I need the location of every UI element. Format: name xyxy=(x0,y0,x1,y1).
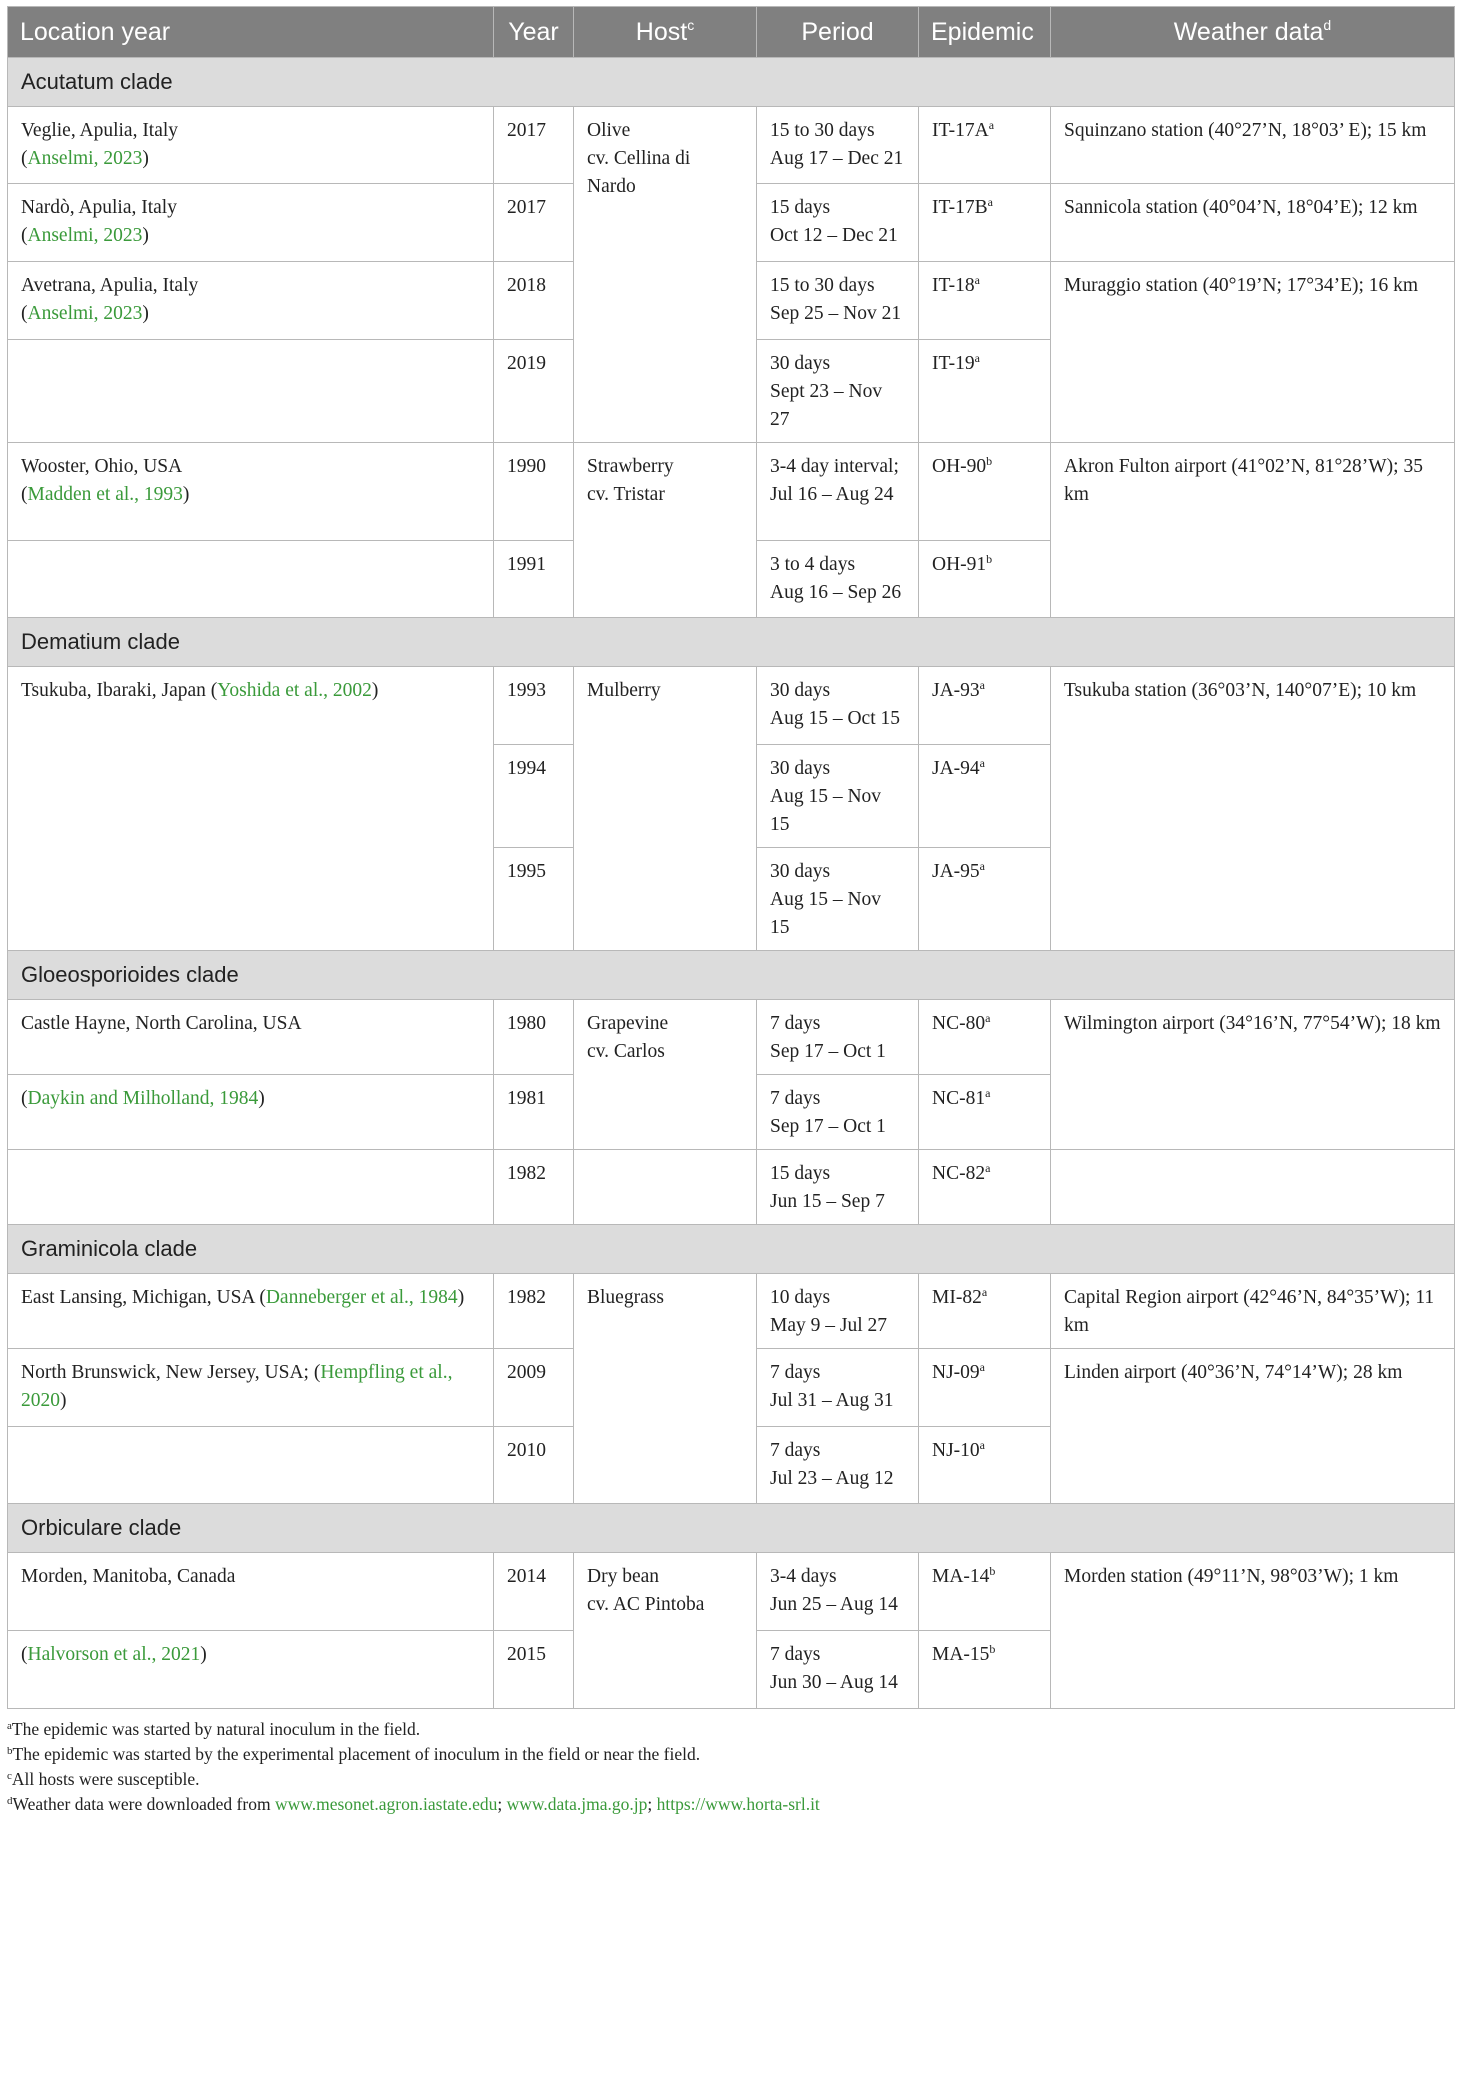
epidemic-cell: JA-95$^a$ xyxy=(919,848,1051,951)
citation-link[interactable]: Yoshida et al., 2002 xyxy=(217,680,372,701)
host-cell: Strawberry cv. Tristar xyxy=(574,443,757,618)
year-cell: 2009 xyxy=(494,1349,574,1427)
host-cell xyxy=(574,1150,757,1225)
host-cell: Mulberry xyxy=(574,667,757,951)
clade-name: Acutatum clade xyxy=(8,58,1455,107)
host-cell: Bluegrass xyxy=(574,1274,757,1504)
table-row xyxy=(8,1000,1455,1075)
table-row xyxy=(8,107,1455,184)
year-cell: 1995 xyxy=(494,848,574,951)
period-cell: 30 days Aug 15 – Nov 15 xyxy=(757,745,919,848)
period-cell: 15 days Jun 15 – Sep 7 xyxy=(757,1150,919,1225)
location-cell xyxy=(8,541,494,618)
year-cell: 1981 xyxy=(494,1075,574,1150)
location-cell: Avetrana, Apulia, Italy (Anselmi, 2023) xyxy=(8,262,494,340)
epidemic-cell: NC-82$^a$ xyxy=(919,1150,1051,1225)
year-cell: 1982 xyxy=(494,1150,574,1225)
jma-link[interactable]: www.data.jma.go.jp xyxy=(506,1794,648,1814)
epidemic-cell: IT-19$^a$ xyxy=(919,340,1051,443)
location-cell: Morden, Manitoba, Canada xyxy=(8,1553,494,1631)
location-cell: Nardò, Apulia, Italy (Anselmi, 2023) xyxy=(8,184,494,262)
weather-cell: Wilmington airport (34°16’N, 77°54’W); 18 km xyxy=(1051,1000,1455,1150)
footnote-a: $^a$The epidemic was started by natural inoculum in the field. xyxy=(7,1719,421,1739)
location-cell: East Lansing, Michigan, USA (Danneberger et al., 1984) xyxy=(8,1274,494,1349)
location-cell: Castle Hayne, North Carolina, USA xyxy=(8,1000,494,1075)
period-cell: 7 days Jul 23 – Aug 12 xyxy=(757,1427,919,1504)
year-cell: 1990 xyxy=(494,443,574,541)
clade-name: Graminicola clade xyxy=(8,1225,1455,1274)
clade-name: Gloeosporioides clade xyxy=(8,951,1455,1000)
weather-cell xyxy=(1051,1150,1455,1225)
weather-cell: Sannicola station (40°04’N, 18°04’E); 12 km xyxy=(1051,184,1455,262)
epidemic-cell: MA-14$^b$ xyxy=(919,1553,1051,1631)
period-cell: 10 days May 9 – Jul 27 xyxy=(757,1274,919,1349)
location-cell xyxy=(8,1427,494,1504)
clade-row xyxy=(8,1225,1455,1274)
footnote-c: $^c$All hosts were susceptible. xyxy=(7,1769,200,1789)
citation-link[interactable]: Madden et al., 1993 xyxy=(27,484,183,505)
clade-row xyxy=(8,951,1455,1000)
epidemic-cell: OH-90$^b$ xyxy=(919,443,1051,541)
epidemic-cell: MI-82$^a$ xyxy=(919,1274,1051,1349)
location-cell: Wooster, Ohio, USA (Madden et al., 1993) xyxy=(8,443,494,541)
epidemic-cell: NJ-10$^a$ xyxy=(919,1427,1051,1504)
citation-link[interactable]: Danneberger et al., 1984 xyxy=(265,1287,458,1308)
table-row xyxy=(8,1150,1455,1225)
footnote-b: $^b$The epidemic was started by the experimental placement of inoculum in the field or near the field. xyxy=(7,1744,701,1764)
mesonet-link[interactable]: www.mesonet.agron.iastate.edu xyxy=(274,1794,498,1814)
year-cell: 1991 xyxy=(494,541,574,618)
citation-link[interactable]: Daykin and Milholland, 1984 xyxy=(27,1088,259,1109)
clade-row xyxy=(8,618,1455,667)
citation-link[interactable]: Hempfling et al., 2020 xyxy=(21,1362,453,1411)
citation-link[interactable]: Anselmi, 2023 xyxy=(27,225,143,246)
header-location: Location year xyxy=(8,7,494,58)
header-period: Period xyxy=(757,7,919,58)
period-cell: 7 days Jun 30 – Aug 14 xyxy=(757,1631,919,1709)
weather-cell: Morden station (49°11’N, 98°03’W); 1 km xyxy=(1051,1553,1455,1709)
weather-cell: Muraggio station (40°19’N; 17°34’E); 16 km xyxy=(1051,262,1455,443)
clade-row xyxy=(8,1504,1455,1553)
period-cell: 7 days Sep 17 – Oct 1 xyxy=(757,1000,919,1075)
table-row xyxy=(8,1553,1455,1631)
year-cell: 1980 xyxy=(494,1000,574,1075)
epidemic-cell: OH-91$^b$ xyxy=(919,541,1051,618)
host-cell: Olive cv. Cellina di Nardo xyxy=(574,107,757,443)
host-cell: Grapevine cv. Carlos xyxy=(574,1000,757,1150)
table-row xyxy=(8,443,1455,541)
epidemic-cell: JA-93$^a$ xyxy=(919,667,1051,745)
period-cell: 3-4 days Jun 25 – Aug 14 xyxy=(757,1553,919,1631)
year-cell: 2015 xyxy=(494,1631,574,1709)
epidemic-cell: IT-18$^a$ xyxy=(919,262,1051,340)
table-header xyxy=(8,7,1455,58)
clade-name: Dematium clade xyxy=(8,618,1455,667)
header-host: Host$^c$ xyxy=(574,7,757,58)
header-year: Year xyxy=(494,7,574,58)
year-cell: 2018 xyxy=(494,262,574,340)
weather-cell: Capital Region airport (42°46’N, 84°35’W); 11 km xyxy=(1051,1274,1455,1349)
citation-link[interactable]: Anselmi, 2023 xyxy=(27,303,143,324)
period-cell: 30 days Aug 15 – Nov 15 xyxy=(757,848,919,951)
epidemic-cell: NJ-09$^a$ xyxy=(919,1349,1051,1427)
period-cell: 7 days Jul 31 – Aug 31 xyxy=(757,1349,919,1427)
header-weather: Weather data$^d$ xyxy=(1051,7,1455,58)
weather-cell: Akron Fulton airport (41°02’N, 81°28’W); 35 km xyxy=(1051,443,1455,618)
location-cell: (Halvorson et al., 2021) xyxy=(8,1631,494,1709)
weather-cell: Tsukuba station (36°03’N, 140°07’E); 10 km xyxy=(1051,667,1455,951)
year-cell: 2019 xyxy=(494,340,574,443)
citation-link[interactable]: Anselmi, 2023 xyxy=(27,148,143,169)
location-cell: Tsukuba, Ibaraki, Japan (Yoshida et al., 2002) xyxy=(8,667,494,951)
epidemic-cell: $IT-17A^a$ xyxy=(919,107,1051,184)
header-epidemic: Epidemic xyxy=(919,7,1051,58)
epidemics-table xyxy=(7,6,1455,1709)
footnote-d: $^d$Weather data were downloaded from www.mesonet.agron.iastate.edu; www.data.jma.go.jp; https://www.horta-srl.it xyxy=(7,1794,820,1814)
epidemic-cell: MA-15$^b$ xyxy=(919,1631,1051,1709)
year-cell: 2010 xyxy=(494,1427,574,1504)
location-cell xyxy=(8,340,494,443)
year-cell: 1982 xyxy=(494,1274,574,1349)
epidemic-cell: $IT-17B^a$ xyxy=(919,184,1051,262)
horta-link[interactable]: https://www.horta-srl.it xyxy=(656,1794,820,1814)
epidemic-cell: JA-94$^a$ xyxy=(919,745,1051,848)
year-cell: 2014 xyxy=(494,1553,574,1631)
host-cell: Dry bean cv. AC Pintoba xyxy=(574,1553,757,1709)
weather-cell: Linden airport (40°36’N, 74°14’W); 28 km xyxy=(1051,1349,1455,1504)
year-cell: 1993 xyxy=(494,667,574,745)
epidemic-cell: NC-81$^a$ xyxy=(919,1075,1051,1150)
location-cell: Veglie, Apulia, Italy (Anselmi, 2023) xyxy=(8,107,494,184)
year-cell: 2017 xyxy=(494,107,574,184)
period-cell: 7 days Sep 17 – Oct 1 xyxy=(757,1075,919,1150)
weather-cell: Squinzano station (40°27’N, 18°03’ E); 15 km xyxy=(1051,107,1455,184)
table-row xyxy=(8,667,1455,745)
period-cell: 15 to 30 days Aug 17 – Dec 21 xyxy=(757,107,919,184)
period-cell: 30 days Sept 23 – Nov 27 xyxy=(757,340,919,443)
location-cell: North Brunswick, New Jersey, USA; (Hempfling et al., 2020) xyxy=(8,1349,494,1427)
clade-name: Orbiculare clade xyxy=(8,1504,1455,1553)
period-cell: 15 days Oct 12 – Dec 21 xyxy=(757,184,919,262)
year-cell: 2017 xyxy=(494,184,574,262)
table-wrapper xyxy=(7,6,1454,1817)
period-cell: 30 days Aug 15 – Oct 15 xyxy=(757,667,919,745)
period-cell: 3 to 4 days Aug 16 – Sep 26 xyxy=(757,541,919,618)
location-cell: (Daykin and Milholland, 1984) xyxy=(8,1075,494,1150)
citation-link[interactable]: Halvorson et al., 2021 xyxy=(27,1644,201,1665)
period-cell: 3-4 day interval; Jul 16 – Aug 24 xyxy=(757,443,919,541)
table-row xyxy=(8,1274,1455,1349)
epidemic-cell: NC-80$^a$ xyxy=(919,1000,1051,1075)
table-body xyxy=(8,58,1455,1709)
clade-row xyxy=(8,58,1455,107)
period-cell: 15 to 30 days Sep 25 – Nov 21 xyxy=(757,262,919,340)
table-footnotes xyxy=(7,1717,1454,1817)
location-cell xyxy=(8,1150,494,1225)
year-cell: 1994 xyxy=(494,745,574,848)
